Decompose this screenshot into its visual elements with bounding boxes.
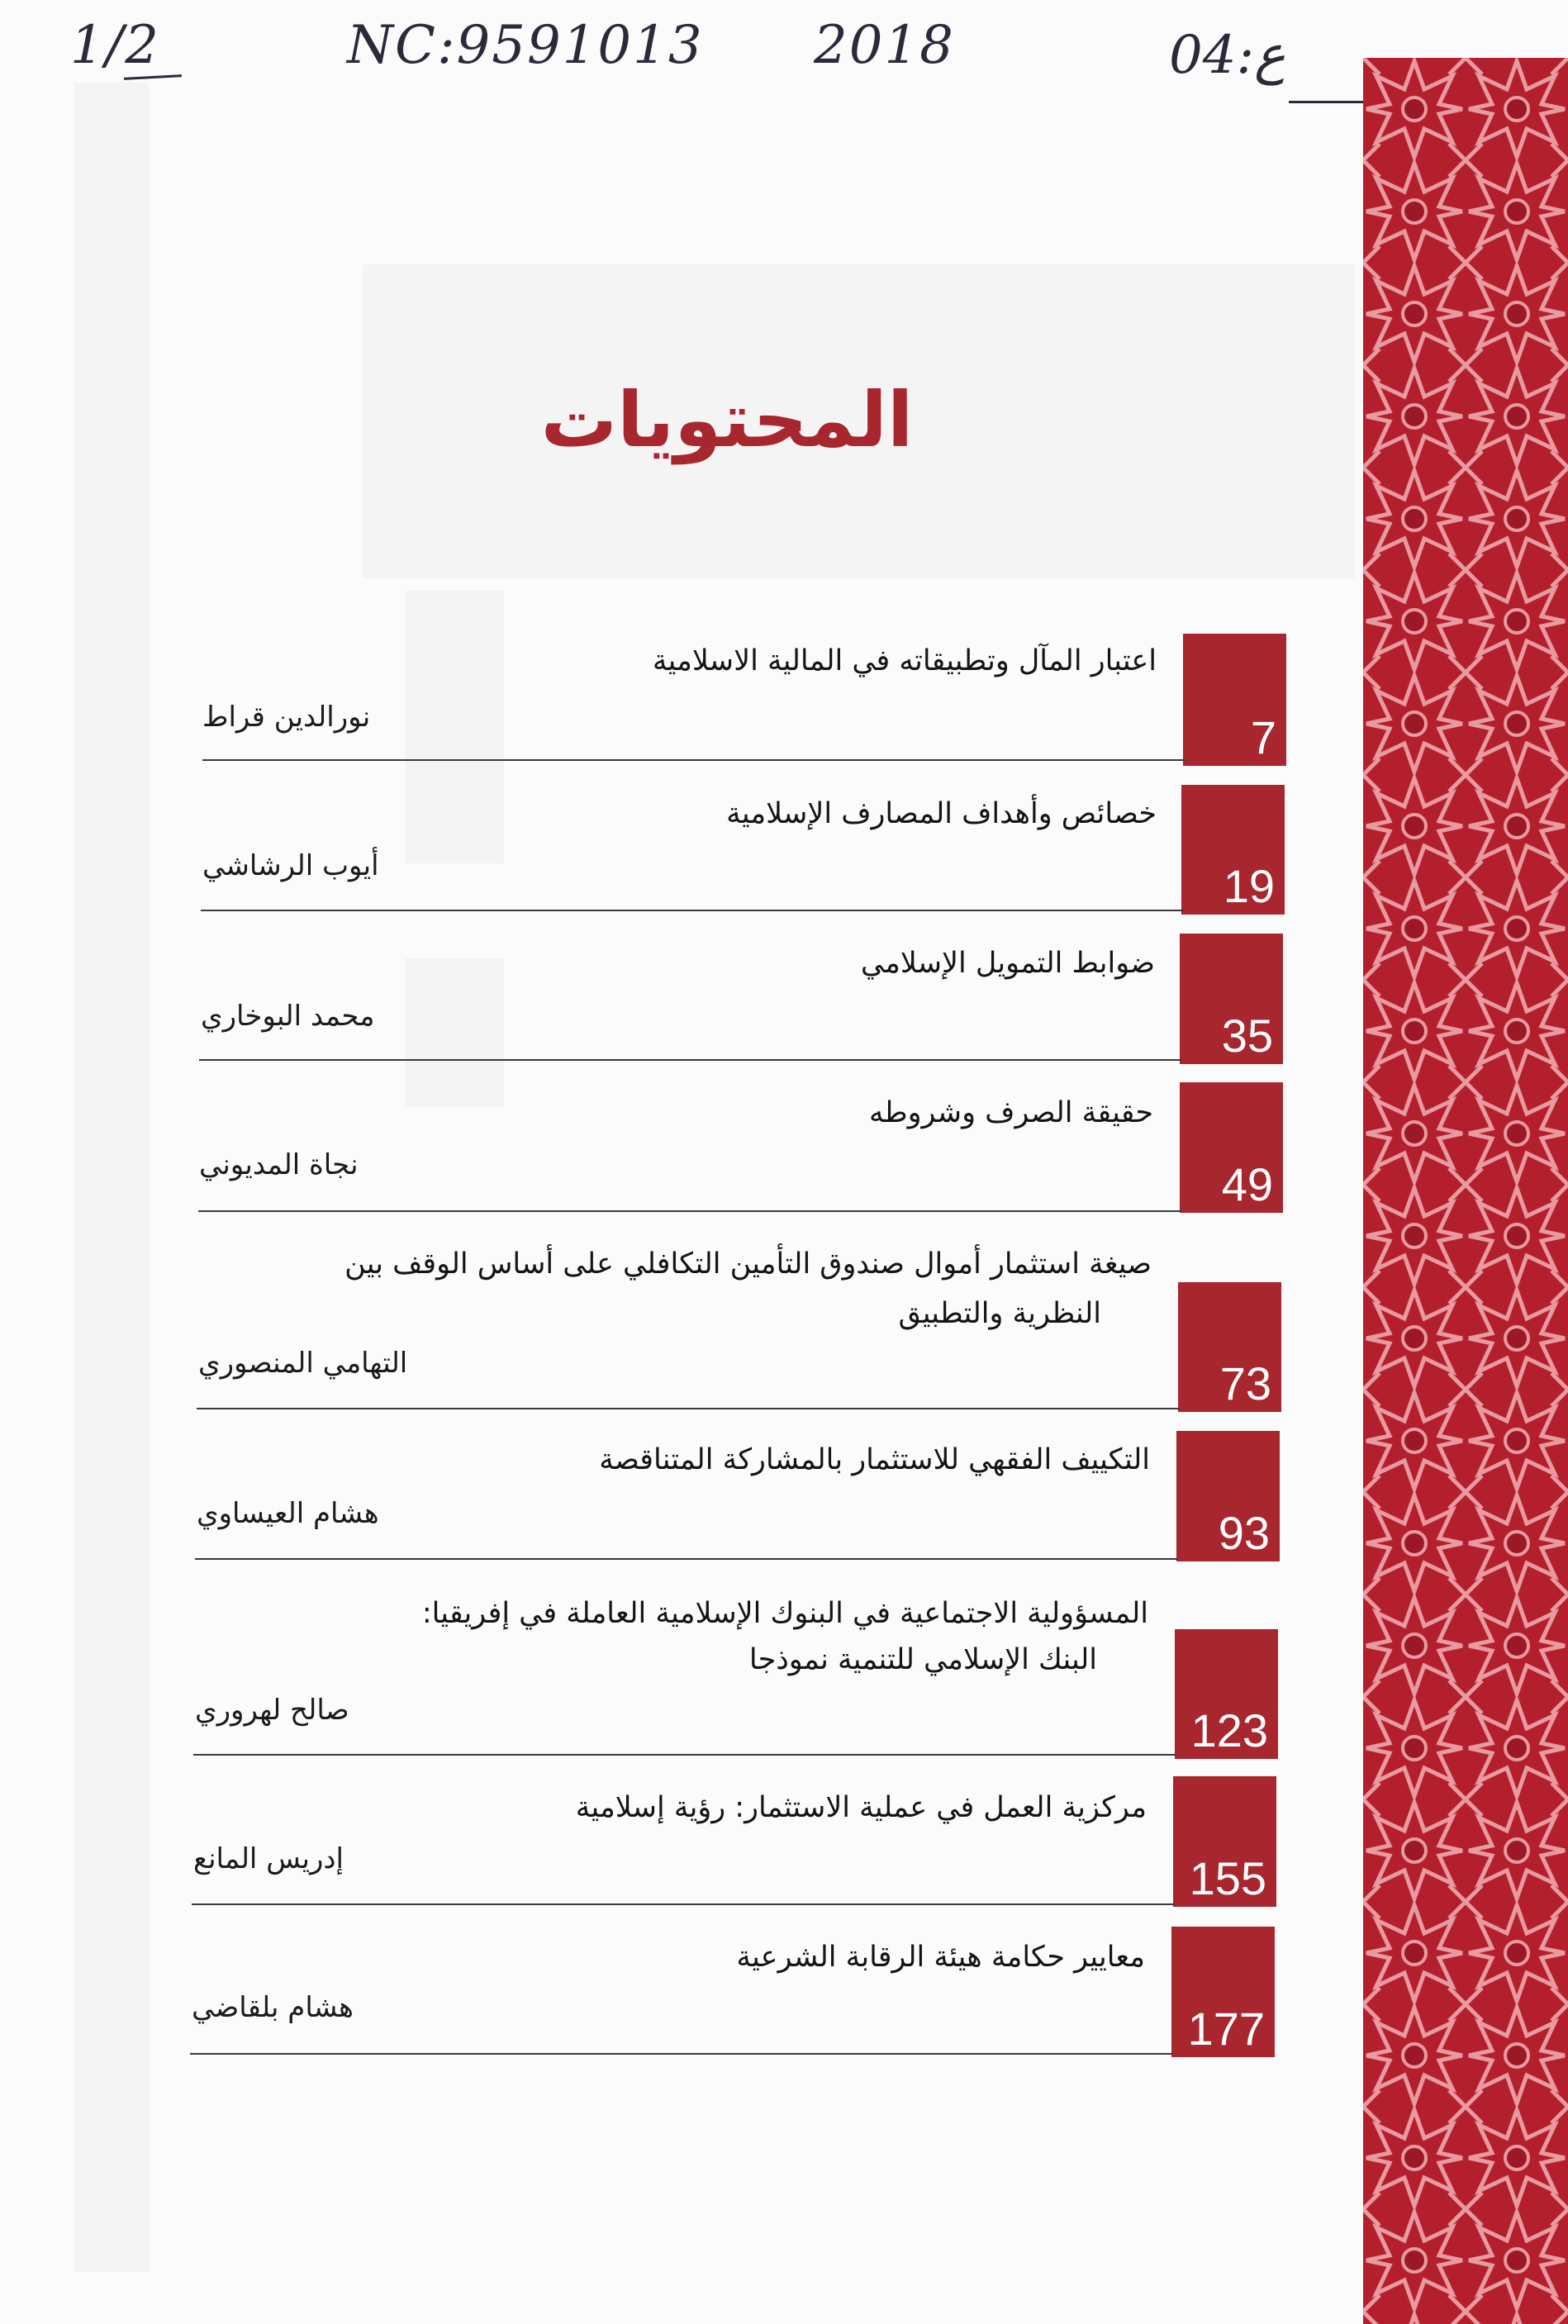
decorative-geometric-border xyxy=(1363,58,1568,2324)
entry-divider xyxy=(199,1059,1182,1061)
show-through-block xyxy=(405,958,504,1107)
page-number-badge xyxy=(1171,1927,1275,2057)
handwritten-underline xyxy=(1289,101,1363,103)
page-number: 123 xyxy=(1190,1704,1268,1756)
entry-author: أيوب الرشاشي xyxy=(202,849,379,882)
entry-divider xyxy=(195,1558,1178,1560)
page-number: 19 xyxy=(1223,860,1275,912)
entry-title: التكييف الفقهي للاستثمار بالمشاركة المتناقصة xyxy=(599,1443,1150,1476)
geometric-pattern-icon xyxy=(1363,58,1568,2324)
entry-author: التهامي المنصوري xyxy=(198,1347,408,1380)
entry-divider xyxy=(202,759,1186,761)
page-number-badge xyxy=(1178,1282,1281,1412)
entry-title: المسؤولية الاجتماعية في البنوك الإسلامية العاملة في إفريقيا: xyxy=(421,1597,1148,1630)
entry-divider xyxy=(201,910,1184,911)
page-number-badge xyxy=(1180,1082,1283,1213)
entry-author: نجاة المديوني xyxy=(199,1148,359,1181)
entry-title: حقيقة الصرف وشروطه xyxy=(868,1096,1153,1129)
page-number-badge xyxy=(1175,1629,1278,1759)
entry-author: هشام بلقاضي xyxy=(192,1991,354,2024)
entry-divider xyxy=(197,1408,1180,1409)
entry-divider xyxy=(193,1754,1176,1756)
page-number-badge xyxy=(1183,634,1286,766)
page-number: 73 xyxy=(1219,1357,1271,1409)
entry-title: ضوابط التمويل الإسلامي xyxy=(860,947,1155,980)
entry-divider xyxy=(192,1903,1175,1905)
page-number: 177 xyxy=(1187,2003,1265,2055)
handwritten-note-left: 1/2 xyxy=(70,15,160,76)
page-number: 93 xyxy=(1218,1507,1270,1559)
page-number: 49 xyxy=(1221,1158,1273,1210)
entry-divider xyxy=(198,1210,1181,1212)
entry-title: اعتبار المآل وتطبيقاته في المالية الاسلامية xyxy=(652,644,1157,677)
handwritten-note-year: 2018 xyxy=(814,15,955,76)
show-through-block xyxy=(74,83,149,2272)
entry-author: هشام العيساوي xyxy=(197,1497,379,1530)
handwritten-note-code: NC:9591013 xyxy=(347,15,704,76)
show-through-block xyxy=(405,591,504,863)
entry-divider xyxy=(190,2053,1173,2055)
entry-author: إدريس المانع xyxy=(193,1842,344,1875)
entry-title-continued: البنك الإسلامي للتنمية نموذجا xyxy=(748,1643,1097,1676)
entry-title-continued: النظرية والتطبيق xyxy=(898,1297,1101,1330)
page-number: 35 xyxy=(1221,1010,1273,1062)
entry-title: مركزية العمل في عملية الاستثمار: رؤية إسلامية xyxy=(575,1791,1147,1824)
page-number: 155 xyxy=(1189,1852,1266,1904)
handwritten-note-right: 04:ع xyxy=(1169,25,1286,86)
entry-title: خصائص وأهداف المصارف الإسلامية xyxy=(726,797,1157,830)
page-number-badge xyxy=(1180,934,1283,1064)
entry-title: معايير حكامة هيئة الرقابة الشرعية xyxy=(736,1941,1145,1974)
entry-author: نورالدين قراط xyxy=(202,701,371,734)
entry-author: صالح لهروري xyxy=(195,1694,349,1727)
page-number-badge xyxy=(1176,1431,1280,1561)
page-number-badge xyxy=(1181,785,1285,915)
page-number: 7 xyxy=(1250,711,1276,763)
entry-author: محمد البوخاري xyxy=(201,1000,375,1033)
page-number-badge xyxy=(1173,1776,1276,1907)
entry-title: صيغة استثمار أموال صندوق التأمين التكافلي على أساس الوقف بين xyxy=(344,1248,1152,1281)
page-title: المحتويات xyxy=(540,376,914,464)
